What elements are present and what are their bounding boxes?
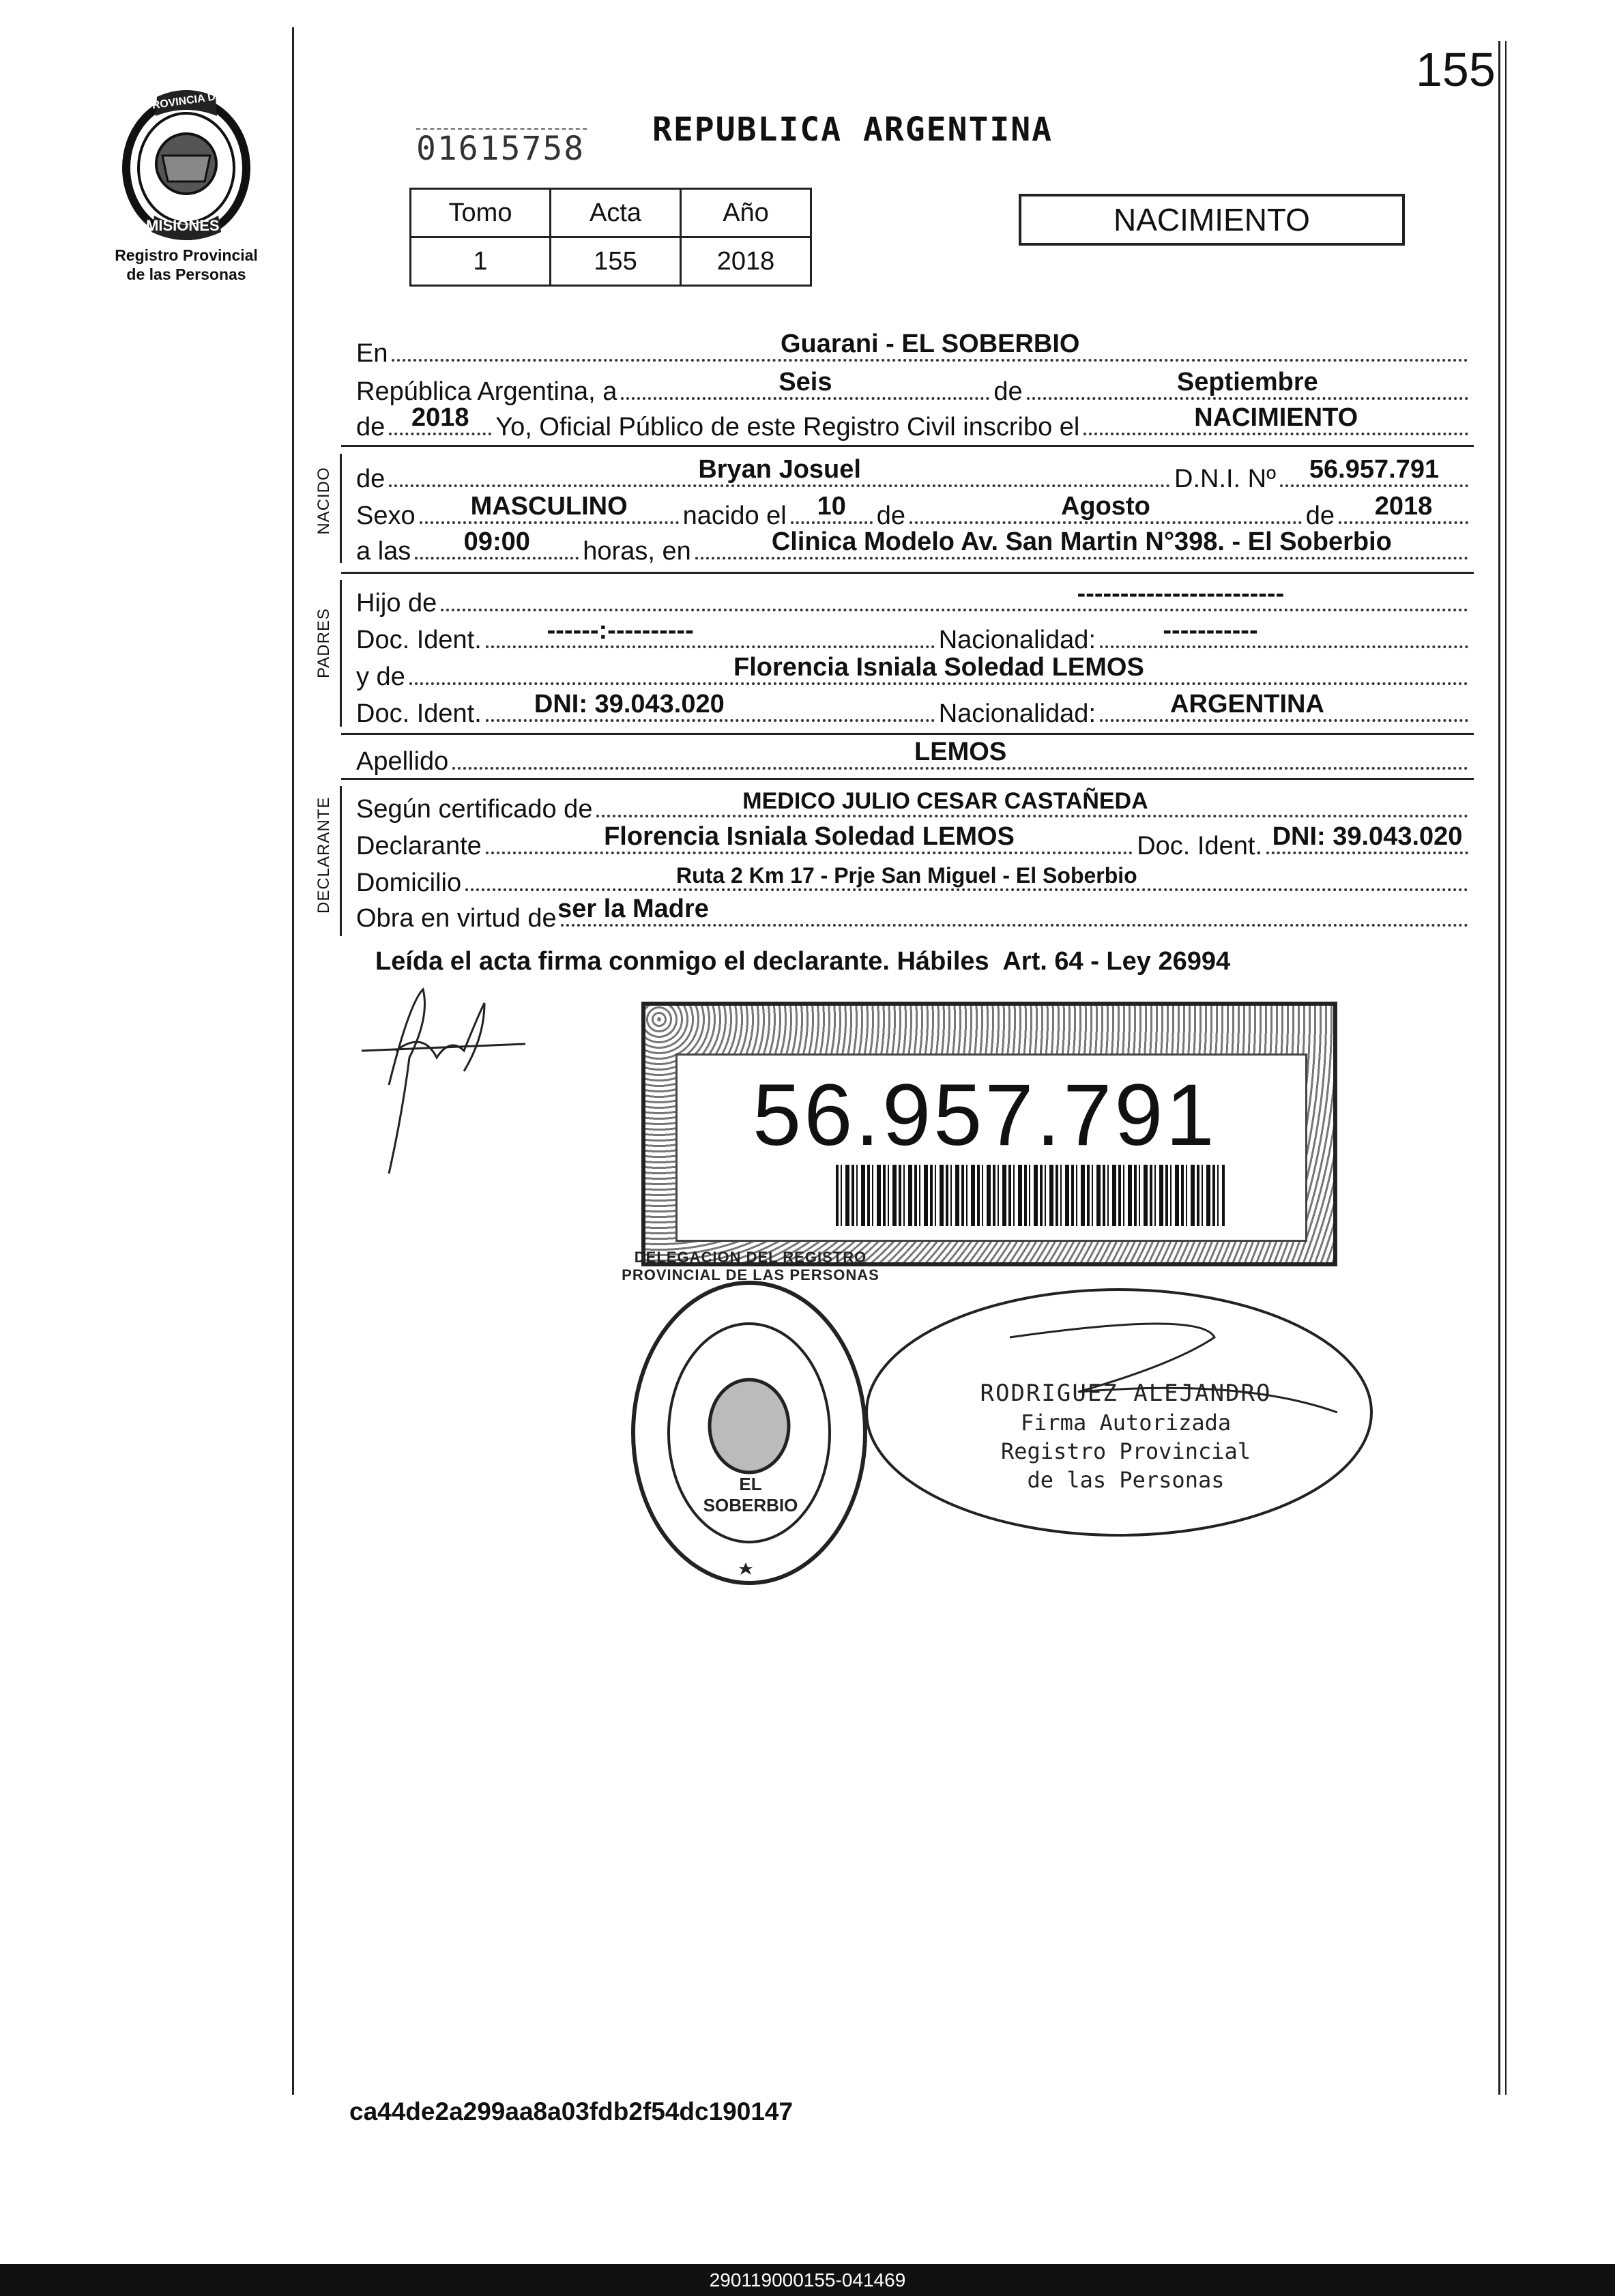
nac-de2-label: de xyxy=(1305,502,1335,530)
registry-label xyxy=(87,246,285,284)
seal-bottom-text: MISIONES xyxy=(146,217,220,234)
apellido-label: Apellido xyxy=(356,747,449,776)
dni-dots xyxy=(1280,455,1468,487)
dni-value: 56.957.791 xyxy=(1309,455,1440,484)
cert-value: MEDICO JULIO CESAR CASTAÑEDA xyxy=(742,788,1148,814)
nombre-value: Bryan Josuel xyxy=(698,455,861,484)
mes-nac-dots xyxy=(910,492,1302,524)
anio-header: Año xyxy=(681,189,811,237)
row-anio xyxy=(356,403,1472,442)
row-cert xyxy=(356,785,1472,824)
de2-label: de xyxy=(356,413,385,441)
dia-nac-value: 10 xyxy=(817,492,846,521)
padre-dots xyxy=(441,579,1468,611)
tomo-header: Tomo xyxy=(411,189,551,237)
hijo-label: Hijo de xyxy=(356,589,437,617)
madre-doc-dots xyxy=(486,690,935,722)
padres-label: PADRES xyxy=(315,608,333,678)
row-madre-doc xyxy=(356,689,1472,729)
anio-dots xyxy=(389,403,491,435)
row-obra xyxy=(356,894,1472,933)
anio-nac-dots xyxy=(1339,492,1468,524)
obra-value: ser la Madre xyxy=(557,895,709,923)
en-value: Guarani - EL SOBERBIO xyxy=(780,330,1080,358)
signer-block xyxy=(942,1380,1310,1493)
mes-value: Septiembre xyxy=(1176,368,1318,396)
mes-dots xyxy=(1027,368,1468,400)
decl-value: Florencia Isniala Soledad LEMOS xyxy=(604,822,1015,851)
nacido-label: NACIDO xyxy=(315,467,333,535)
apellido-value: LEMOS xyxy=(914,738,1007,766)
padre-doc-value: ------:---------- xyxy=(547,616,694,645)
anio-nac-value: 2018 xyxy=(1374,492,1433,521)
lugar-nac-dots xyxy=(695,527,1468,560)
doc-type-text: NACIMIENTO xyxy=(1114,202,1310,237)
registry-line1: Registro Provincial xyxy=(115,246,258,264)
horas-label: horas, en xyxy=(583,537,691,566)
row-domicilio xyxy=(356,858,1472,898)
row-nacido-de xyxy=(356,454,1472,494)
document-hash: ca44de2a299aa8a03fdb2f54dc190147 xyxy=(349,2097,794,2125)
madre-doc-value: DNI: 39.043.020 xyxy=(534,690,725,718)
madre-nac-dots xyxy=(1100,690,1468,722)
cert-dots xyxy=(596,788,1468,817)
obra-label: Obra en virtud de xyxy=(356,904,557,933)
anio-value: 2018 xyxy=(411,403,469,432)
decl-dots xyxy=(486,822,1133,854)
leida-text: Leída el acta firma conmigo el declarante. Hábiles Art. 64 - Ley 26994 xyxy=(375,947,1231,976)
obra-dots xyxy=(557,895,1468,927)
dni-label: D.N.I. Nº xyxy=(1174,465,1276,493)
sticker-inner xyxy=(675,1053,1307,1242)
dia-dots xyxy=(621,368,989,400)
footer-code: 290119000155-041469 xyxy=(709,2269,906,2291)
dom-dots xyxy=(465,863,1468,891)
nacido-el-label: nacido el xyxy=(682,502,787,530)
acta-value: 155 xyxy=(551,237,681,286)
row-hora xyxy=(356,527,1472,566)
footer-bar xyxy=(0,2264,1615,2296)
padre-nac-dots xyxy=(1100,616,1468,648)
country-title: REPUBLICA ARGENTINA xyxy=(652,111,1053,149)
alas-label: a las xyxy=(356,537,411,566)
decl-label: Declarante xyxy=(356,832,482,860)
decl-doc-dots xyxy=(1266,822,1468,854)
row-en xyxy=(356,329,1472,368)
seal-top-text: PROVINCIA DE xyxy=(144,90,224,113)
stamp-ring-text: DELEGACION DEL REGISTRO PROVINCIAL DE LAS PERSONAS xyxy=(622,1249,879,1283)
declarante-signature xyxy=(348,976,553,1180)
apellido-dots xyxy=(452,738,1468,770)
padres-bracket xyxy=(340,580,342,727)
inscribo-dots xyxy=(1083,403,1468,435)
signer-role3: de las Personas xyxy=(1027,1467,1225,1493)
yo-label: Yo, Oficial Público de este Registro Civil inscribo el xyxy=(495,413,1080,441)
nac-de-label: de xyxy=(876,502,906,530)
left-margin-line xyxy=(292,27,294,2095)
decl-doc-value: DNI: 39.043.020 xyxy=(1272,822,1463,851)
madre-nac-value: ARGENTINA xyxy=(1170,690,1324,718)
padre-value: ------------------------ xyxy=(1077,579,1285,608)
en-dots xyxy=(392,330,1468,362)
padre-doc-dots xyxy=(486,616,935,648)
sexo-value: MASCULINO xyxy=(470,492,628,521)
yde-label: y de xyxy=(356,663,405,691)
row-declarante xyxy=(356,822,1472,861)
padre-doc-label: Doc. Ident. xyxy=(356,626,482,654)
page-number: 155 xyxy=(1416,43,1496,96)
nombre-dots xyxy=(389,455,1170,487)
signer-role1: Firma Autorizada xyxy=(1020,1410,1232,1436)
madre-dots xyxy=(409,653,1468,685)
row-madre xyxy=(356,652,1472,692)
sep-1 xyxy=(341,445,1474,447)
sep-4 xyxy=(341,778,1474,780)
dom-value: Ruta 2 Km 17 - Prje San Miguel - El Soberbio xyxy=(676,863,1137,888)
sep-2 xyxy=(341,572,1474,574)
row-hijo xyxy=(356,579,1472,618)
anio-value: 2018 xyxy=(681,237,811,286)
doc-type-box xyxy=(1019,194,1405,246)
dom-label: Domicilio xyxy=(356,869,462,897)
cert-label: Según certificado de xyxy=(356,795,593,824)
decl-doc-label: Doc. Ident. xyxy=(1137,832,1262,860)
sticker-number: 56.957.791 xyxy=(753,1066,1217,1164)
stamp-center-text: EL SOBERBIO xyxy=(703,1474,798,1515)
madre-value: Florencia Isniala Soledad LEMOS xyxy=(733,653,1144,682)
mes-nac-value: Agosto xyxy=(1060,492,1150,521)
row-republica xyxy=(356,367,1472,407)
declarante-bracket xyxy=(340,786,342,936)
lugar-nac-value: Clinica Modelo Av. San Martin N°398. - El Soberbio xyxy=(771,527,1392,556)
nacido-bracket xyxy=(340,454,342,563)
sticker-barcode xyxy=(836,1165,1225,1226)
serial-number xyxy=(416,128,587,168)
delegation-stamp xyxy=(626,1276,872,1590)
tomo-value: 1 xyxy=(411,237,551,286)
madre-doc-label: Doc. Ident. xyxy=(356,699,482,728)
declarante-label: DECLARANTE xyxy=(315,796,333,914)
row-apellido xyxy=(356,737,1472,776)
de-label: de xyxy=(993,377,1023,406)
sexo-dots xyxy=(420,492,679,524)
padre-nac-value: ----------- xyxy=(1163,616,1258,645)
right-margin-line xyxy=(1498,41,1500,2095)
right-margin-line-2 xyxy=(1505,41,1507,2095)
nacido-de-label: de xyxy=(356,465,385,493)
en-label: En xyxy=(356,339,388,368)
republica-label: República Argentina, a xyxy=(356,377,617,406)
dia-nac-dots xyxy=(791,492,873,524)
hora-value: 09:00 xyxy=(463,527,530,556)
signer-role2: Registro Provincial xyxy=(1000,1438,1251,1464)
sep-3 xyxy=(341,733,1474,735)
inscribo-value: NACIMIENTO xyxy=(1194,403,1358,432)
acta-header: Acta xyxy=(551,189,681,237)
tomo-table xyxy=(409,188,812,287)
sexo-label: Sexo xyxy=(356,502,416,530)
row-sexo xyxy=(356,491,1472,531)
padre-nac-label: Nacionalidad: xyxy=(938,626,1096,654)
id-sticker xyxy=(641,1002,1337,1266)
signer-name: RODRIGUEZ ALEJANDRO xyxy=(980,1380,1272,1407)
row-padre-doc xyxy=(356,615,1472,655)
hora-dots xyxy=(415,527,579,560)
serial-text: 01615758 xyxy=(416,130,585,168)
registry-line2: de las Personas xyxy=(126,265,246,283)
dia-value: Seis xyxy=(779,368,832,396)
madre-nac-label: Nacionalidad: xyxy=(938,699,1096,728)
